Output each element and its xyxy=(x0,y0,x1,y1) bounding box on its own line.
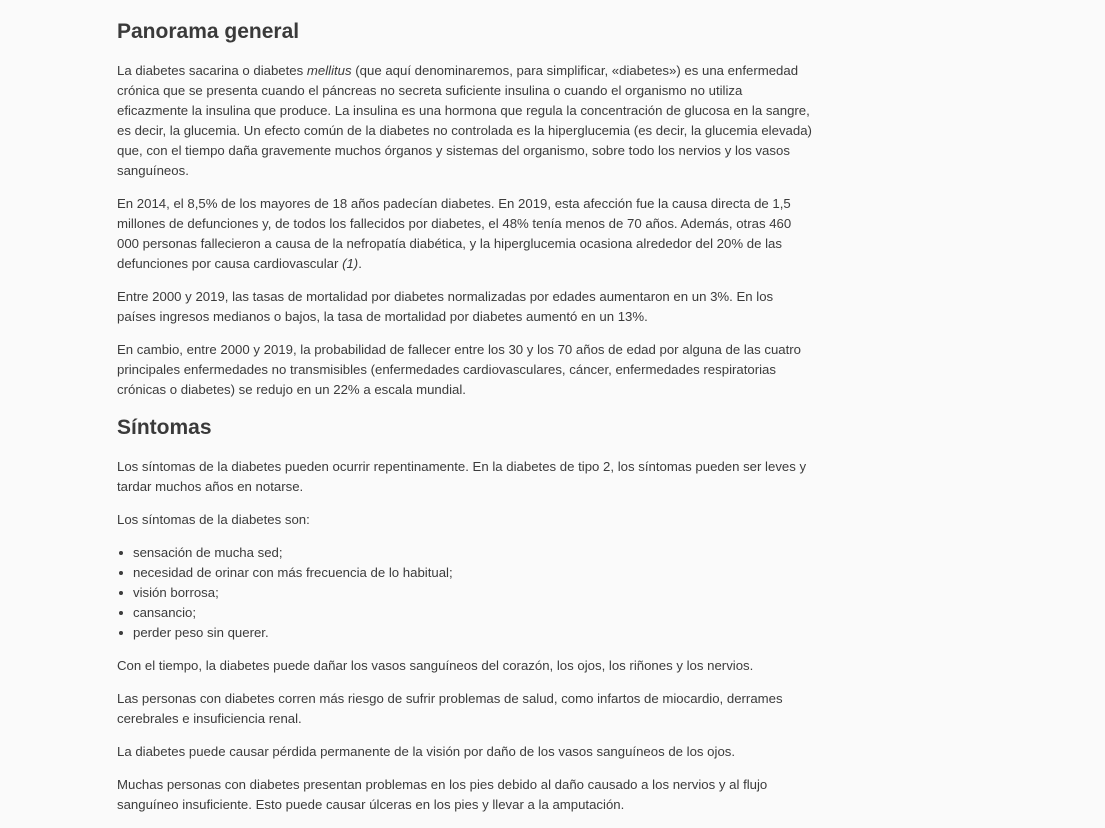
overview-paragraph-2-text: En 2014, el 8,5% de los mayores de 18 años padecían diabetes. En 2019, esta afección fue la causa directa de 1,5 millones de defunciones y, de todos los fallecidos por diabetes, el 48% tenía menos de 70 años. Además, otras 460 000 personas fallecieron a causa de la nefropatía diabética, y la hiperglucemia ocasiona alrededor del 20% de las defunciones por causa cardiovascular xyxy=(117,196,792,271)
italic-term-mellitus: mellitus xyxy=(306,63,352,78)
article-body xyxy=(117,0,812,828)
symptoms-paragraph-4: Las personas con diabetes corren más riesgo de sufrir problemas de salud, como infartos de miocardio, derrames cerebrales e insuficiencia renal. xyxy=(117,691,783,726)
overview-paragraph-1-end: (que aquí denominaremos, para simplificar, «diabetes») es una enfermedad crónica que se presenta cuando el páncreas no secreta suficiente insulina o cuando el organismo no utiliza eficazmente la insulina que produce. La insulina es una hormona que regula la concentración de glucosa en la sangre, es decir, la glucemia. Un efecto común de la diabetes no controlada es la hiperglucemia (es decir, la glucemia elevada) que, con el tiempo daña gravemente muchos órganos y sistemas del organismo, sobre todo los nervios y los vasos sanguíneos. xyxy=(117,63,812,178)
symptoms-paragraph-1: Los síntomas de la diabetes pueden ocurrir repentinamente. En la diabetes de tipo 2, los síntomas pueden ser leves y tardar muchos años en notarse. xyxy=(117,459,807,494)
overview-paragraph-2-period: . xyxy=(358,256,362,271)
overview-paragraph-3: Entre 2000 y 2019, las tasas de mortalidad por diabetes normalizadas por edades aumentaron en un 3%. En los países ingresos medianos o bajos, la tasa de mortalidad por diabetes aumentó en un 13%. xyxy=(117,289,774,324)
list-item: perder peso sin querer. xyxy=(117,623,812,643)
overview-paragraph-4: En cambio, entre 2000 y 2019, la probabilidad de fallecer entre los 30 y los 70 años de edad por alguna de las cuatro principales enfermedades no transmisibles (enfermedades cardiovasculares, cáncer, enfermedades respiratorias crónicas o diabetes) se redujo en un 22% a escala mundial. xyxy=(117,342,802,397)
symptoms-paragraph-5: La diabetes puede causar pérdida permanente de la visión por daño de los vasos sanguíneos de los ojos. xyxy=(117,744,736,759)
overview-paragraph-1 xyxy=(117,61,812,181)
overview-paragraph-2 xyxy=(117,194,812,274)
symptoms-list xyxy=(117,543,812,643)
reference-link[interactable]: (1) xyxy=(342,256,359,271)
symptoms-paragraph-3: Con el tiempo, la diabetes puede dañar los vasos sanguíneos del corazón, los ojos, los riñones y los nervios. xyxy=(117,658,754,673)
list-item: visión borrosa; xyxy=(117,583,812,603)
list-item: sensación de mucha sed; xyxy=(117,543,812,563)
symptoms-paragraph-6: Muchas personas con diabetes presentan problemas en los pies debido al daño causado a los nervios y al flujo sanguíneo insuficiente. Esto puede causar úlceras en los pies y llevar a la amputación. xyxy=(117,777,768,812)
list-item: necesidad de orinar con más frecuencia de lo habitual; xyxy=(117,563,812,583)
symptoms-paragraph-2: Los síntomas de la diabetes son: xyxy=(117,512,310,527)
list-item: cansancio; xyxy=(117,603,812,623)
overview-paragraph-1-start: La diabetes sacarina o diabetes xyxy=(117,63,307,78)
section-heading-symptoms: Síntomas xyxy=(117,416,212,439)
section-heading-overview: Panorama general xyxy=(117,20,300,43)
